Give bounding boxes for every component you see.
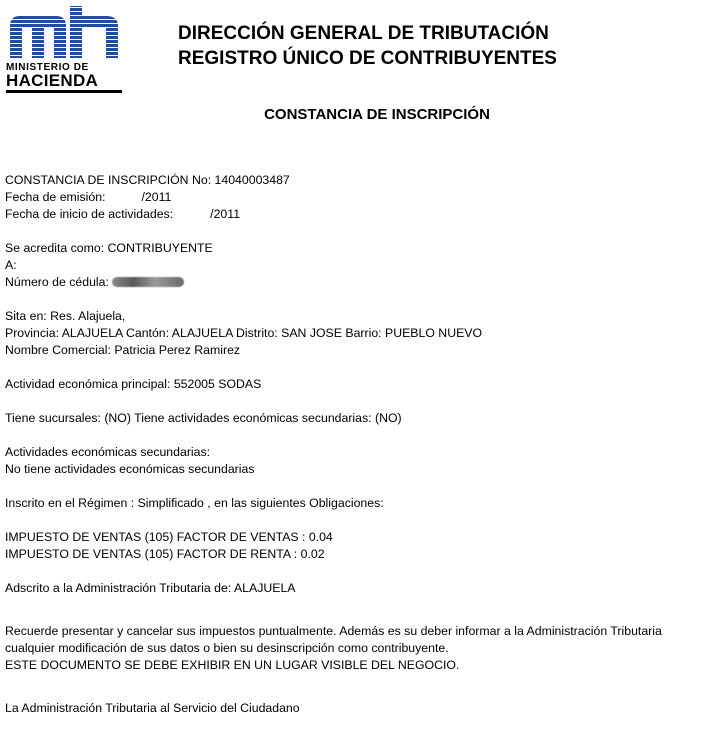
secundarias-label: Actividades económicas secundarias: — [5, 445, 211, 459]
exhibir-notice: ESTE DOCUMENTO SE DEBE EXHIBIR EN UN LUGAR VISIBLE DEL NEGOCIO. — [5, 658, 460, 672]
fecha-emision-label: Fecha de emisión: — [5, 190, 106, 204]
adscrito: Adscrito a la Administración Tributaria de: ALAJUELA — [5, 581, 296, 595]
cedula-label: Número de cédula: — [5, 275, 109, 289]
obligacion-1: IMPUESTO DE VENTAS (105) FACTOR DE VENTAS : 0.04 — [5, 530, 333, 544]
title-line-1: DIRECCIÓN GENERAL DE TRIBUTACIÓN — [178, 23, 549, 44]
obligacion-2: IMPUESTO DE VENTAS (105) FACTOR DE RENTA : 0.02 — [5, 547, 325, 561]
a-label: A: — [5, 258, 17, 272]
firma: La Administración Tributaria al Servicio del Ciudadano — [5, 701, 300, 715]
document-subtitle: CONSTANCIA DE INSCRIPCIÓN — [264, 106, 490, 123]
constancia-number: CONSTANCIA DE INSCRIPCIÓN No: 14040003487 — [5, 173, 290, 187]
sucursales: Tiene sucursales: (NO) Tiene actividades económicas secundarias: (NO) — [5, 411, 402, 425]
logo-line-1: MINISTERIO DE — [6, 62, 89, 73]
logo-line-2: HACIENDA — [6, 72, 122, 93]
regimen: Inscrito en el Régimen : Simplificado , en las siguientes Obligaciones: — [5, 496, 384, 510]
mh-logo-mark-icon — [8, 4, 120, 60]
acredita-como: Se acredita como: CONTRIBUYENTE — [5, 241, 213, 255]
fecha-inicio — [5, 206, 703, 223]
actividad-principal: Actividad económica principal: 552005 SODAS — [5, 377, 262, 391]
numero-cedula — [5, 274, 703, 291]
fecha-inicio-label: Fecha de inicio de actividades: — [5, 207, 174, 221]
fecha-inicio-value: /2011 — [210, 207, 241, 221]
document-title — [178, 21, 557, 71]
fecha-emision — [5, 189, 703, 206]
secundarias-value: No tiene actividades económicas secundarias — [5, 462, 255, 476]
nombre-comercial: Nombre Comercial: Patricia Perez Ramirez — [5, 343, 241, 357]
title-line-2: REGISTRO ÚNICO DE CONTRIBUYENTES — [178, 48, 557, 69]
fecha-emision-value: /2011 — [141, 190, 172, 204]
ministerio-hacienda-logo — [6, 4, 122, 92]
recuerde-notice: Recuerde presentar y cancelar sus impuestos puntualmente. Además es su deber informar a la Administración Tributaria cualquier modificación de sus datos o bien su desinscripción como contribuyente. — [5, 624, 662, 655]
redacted-cedula — [112, 277, 184, 287]
sita-en: Sita en: Res. Alajuela, — [5, 309, 126, 323]
document-body — [5, 172, 703, 717]
provincia-canton-distrito: Provincia: ALAJUELA Cantón: ALAJUELA Distrito: SAN JOSE Barrio: PUEBLO NUEVO — [5, 326, 483, 340]
